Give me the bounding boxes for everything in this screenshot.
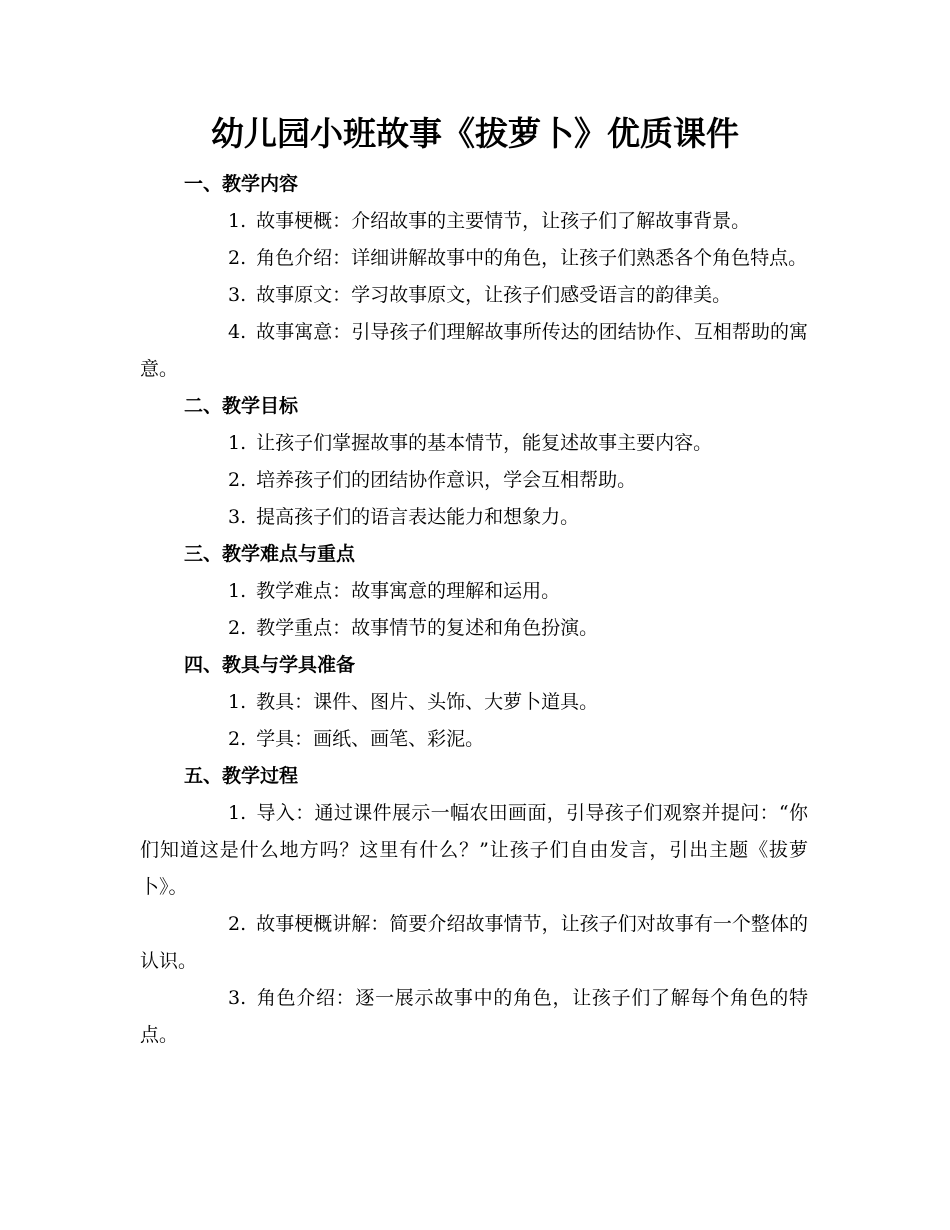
section-heading: 一、教学内容 — [184, 173, 299, 195]
section-heading: 五、教学过程 — [184, 765, 299, 787]
document-body — [140, 166, 808, 1054]
list-item — [140, 425, 808, 462]
section-heading: 三、教学难点与重点 — [184, 543, 356, 565]
item-text: 故事梗概：介绍故事的主要情节，让孩子们了解故事背景。 — [256, 210, 751, 232]
list-item — [140, 684, 808, 721]
list-item — [140, 499, 808, 536]
list-item — [140, 462, 808, 499]
item-number: 3. — [228, 284, 247, 306]
list-item — [140, 314, 808, 388]
item-number: 4. — [228, 321, 247, 343]
item-text: 培养孩子们的团结协作意识，学会互相帮助。 — [256, 469, 637, 491]
list-item — [140, 795, 808, 906]
item-text: 角色介绍：详细讲解故事中的角色，让孩子们熟悉各个角色特点。 — [256, 247, 808, 269]
section-teaching-goals — [140, 388, 808, 536]
item-number: 3. — [228, 987, 247, 1009]
section-heading: 四、教具与学具准备 — [184, 654, 356, 676]
item-text: 学具：画纸、画笔、彩泥。 — [256, 728, 485, 750]
item-number: 1. — [228, 432, 247, 454]
document-title: 幼儿园小班故事《拔萝卜》优质课件 — [211, 114, 739, 153]
item-number: 2. — [228, 913, 247, 935]
section-teaching-content — [140, 166, 808, 388]
item-text: 教学重点：故事情节的复述和角色扮演。 — [256, 617, 599, 639]
list-item — [140, 721, 808, 758]
item-text: 让孩子们掌握故事的基本情节，能复述故事主要内容。 — [256, 432, 713, 454]
section-difficulties-focus — [140, 536, 808, 647]
item-number: 2. — [228, 617, 247, 639]
item-number: 2. — [228, 469, 247, 491]
item-number: 3. — [228, 506, 247, 528]
list-item — [140, 203, 808, 240]
item-text: 提高孩子们的语言表达能力和想象力。 — [256, 506, 580, 528]
list-item — [140, 980, 808, 1054]
item-number: 1. — [228, 691, 247, 713]
section-teaching-process — [140, 758, 808, 1054]
item-text: 故事寓意：引导孩子们理解故事所传达的团结协作、互相帮助的寓意。 — [140, 321, 808, 380]
list-item — [140, 906, 808, 980]
item-number: 1. — [228, 210, 247, 232]
item-text: 角色介绍：逐一展示故事中的角色，让孩子们了解每个角色的特点。 — [140, 987, 808, 1046]
section-materials — [140, 647, 808, 758]
item-text: 教学难点：故事寓意的理解和运用。 — [256, 580, 561, 602]
item-number: 1. — [228, 580, 247, 602]
list-item — [140, 240, 808, 277]
item-text: 教具：课件、图片、头饰、大萝卜道具。 — [256, 691, 599, 713]
list-item — [140, 277, 808, 314]
item-text: 故事原文：学习故事原文，让孩子们感受语言的韵律美。 — [256, 284, 732, 306]
item-number: 1. — [228, 802, 247, 824]
list-item — [140, 610, 808, 647]
item-number: 2. — [228, 728, 247, 750]
list-item — [140, 573, 808, 610]
section-heading: 二、教学目标 — [184, 395, 299, 417]
item-text: 导入：通过课件展示一幅农田画面，引导孩子们观察并提问：“你们知道这是什么地方吗？这里有什么？”让孩子们自由发言，引出主题《拔萝卜》。 — [140, 802, 808, 898]
item-text: 故事梗概讲解：简要介绍故事情节，让孩子们对故事有一个整体的认识。 — [140, 913, 808, 972]
item-number: 2. — [228, 247, 247, 269]
